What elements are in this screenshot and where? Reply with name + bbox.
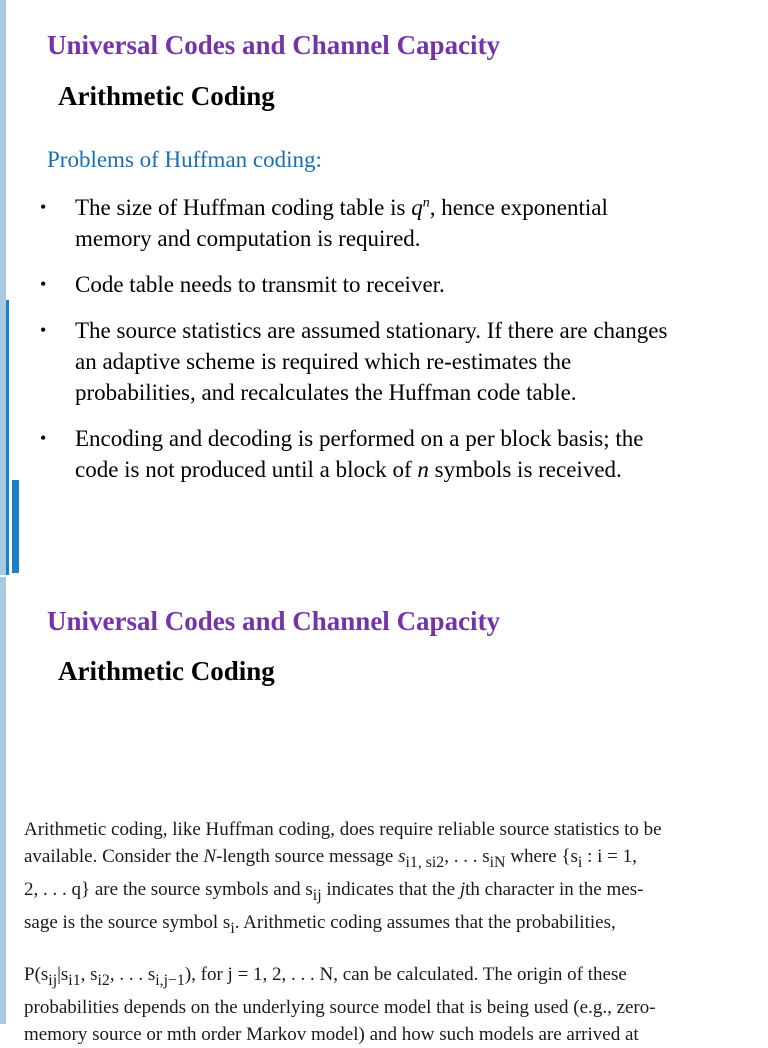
left-border-bottom [0,577,6,1024]
bullet-marker: • [40,320,47,340]
excerpt-line: $P(s_{ij}|s_{i1}$, $s_{i2}$, . . . $s_{i,j-1}$), for j = 1, 2, . . . N, can be calculated. The origin of these [24,964,627,990]
bullet-marker: • [40,274,47,294]
bullet-text: The size of Huffman coding table is $q^n$, hence exponential memory and computation is required. [75,195,608,251]
bullet-item [40,192,740,254]
excerpt-line: 2, . . . q} are the source symbols and $s_{ij}$ indicates that the jth character in the mes- [24,878,644,904]
bullet-text: The source statistics are assumed stationary. If there are changes an adaptive scheme is required which re-estimates the probabilities, and recalculates the Huffman code table. [75,318,668,405]
slide-2-title: Universal Codes and Channel Capacity [47,606,501,636]
slide-1-subtitle: Arithmetic Coding [58,81,275,111]
excerpt-line: Arithmetic coding, like Huffman coding, does require reliable source statistics to be [24,819,662,840]
bullet-marker: • [40,197,47,217]
bullet-marker: • [40,428,47,448]
bullet-item [40,423,740,485]
excerpt-line: memory source or mth order Markov model) and how such models are arrived at [24,1024,639,1046]
bullet-item [40,269,740,300]
accent-bar-thick [12,480,19,573]
excerpt-gap [24,941,768,961]
slide-1-title: Universal Codes and Channel Capacity [47,30,501,60]
bullet-text: Code table needs to transmit to receiver. [75,272,445,297]
bullet-item [40,315,740,408]
accent-bar-thin [6,300,9,575]
section-heading: Problems of Huffman coding: [47,147,322,172]
paper-excerpt [24,816,768,1048]
excerpt-line: sage is the source symbol $s_i$. Arithmetic coding assumes that the probabilities, [24,911,616,937]
bullet-text: Encoding and decoding is performed on a per block basis; the code is not produced until a block of n symbols is received. [75,426,644,482]
bullet-list [40,192,740,500]
excerpt-line: probabilities depends on the underlying source model that is being used (e.g., zero- [24,997,656,1019]
excerpt-line: available. Consider the N-length source message $s_{i1, si2}$, . . . $s_{iN}$ where {$s_i$ : i = 1, [24,846,637,871]
slide-2-subtitle: Arithmetic Coding [58,656,275,686]
